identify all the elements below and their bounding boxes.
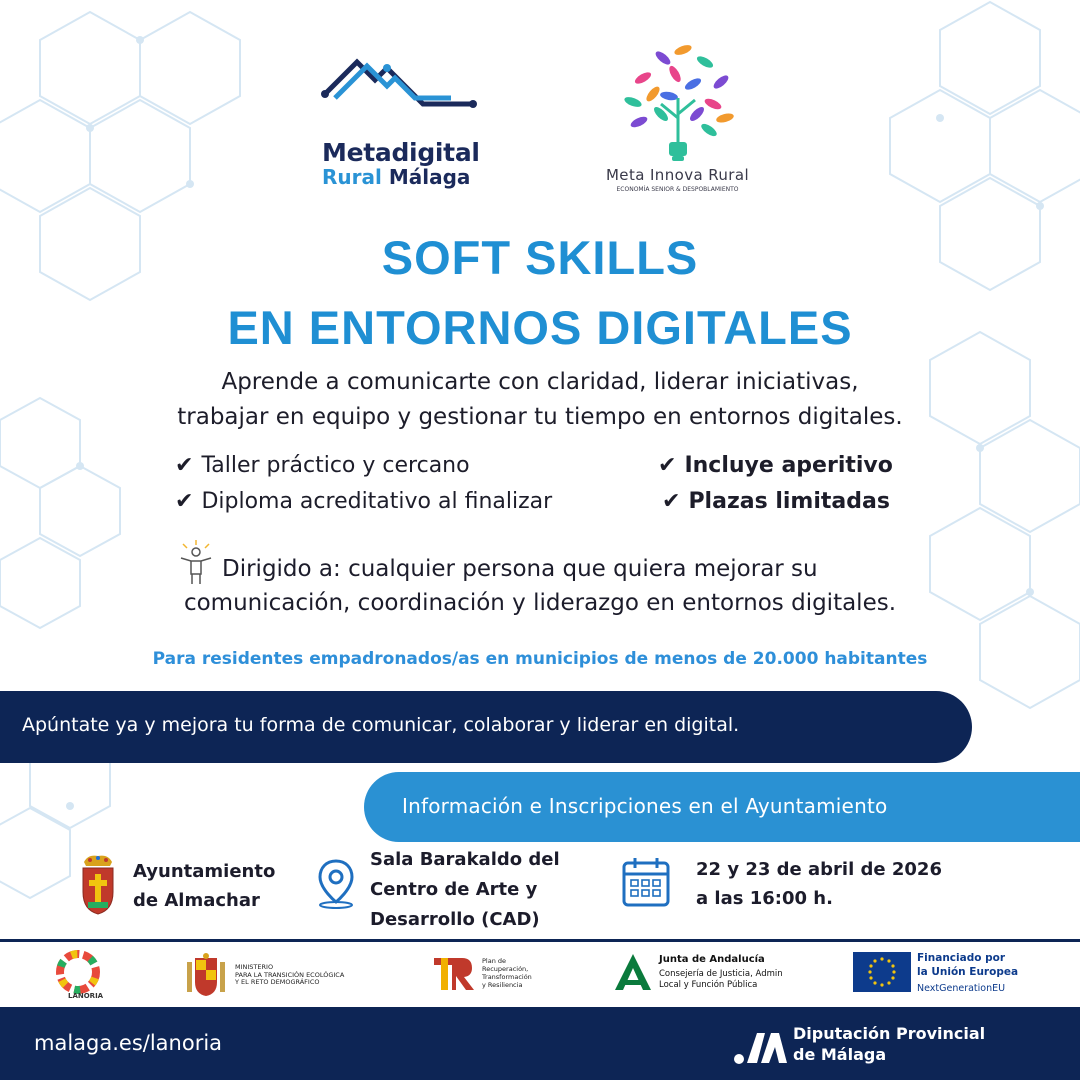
junta-department <box>659 969 783 991</box>
eu-text-line1: Financiado por <box>917 952 1006 964</box>
feature-item <box>662 489 890 514</box>
date-line2: a las 16:00 h. <box>696 888 833 909</box>
prtr-line: Plan de <box>482 957 507 965</box>
location-line3: Desarrollo (CAD) <box>370 909 540 930</box>
footer-url-link[interactable]: malaga.es/lanoria <box>34 1031 223 1055</box>
eu-flag-icon <box>853 952 911 992</box>
eu-funding-logo <box>853 952 1033 998</box>
metadigital-logo <box>310 50 485 195</box>
junta-andalucia-icon <box>613 952 653 992</box>
junta-name: Junta de Andalucía <box>659 954 765 965</box>
prtr-line: Recuperación, <box>482 965 529 973</box>
feature-item <box>175 453 470 478</box>
metadigital-malaga-text: Málaga <box>388 165 471 189</box>
prtr-text <box>482 957 532 989</box>
ministerio-logo <box>183 952 373 998</box>
checkmark-icon: ✔ <box>662 489 681 514</box>
meta-innova-rural-logo <box>585 38 770 200</box>
feature-label: Plazas limitadas <box>688 489 890 514</box>
intro-line2: trabajar en equipo y gestionar tu tiempo en entornos digitales. <box>177 404 903 430</box>
metadigital-rural-text: Rural <box>322 165 382 189</box>
feature-label: Diploma acreditativo al finalizar <box>201 489 553 514</box>
ministerio-line: MINISTERIO <box>235 963 274 971</box>
info-banner <box>364 772 1080 842</box>
ministerio-text <box>235 964 344 987</box>
page-title-line2: EN ENTORNOS DIGITALES <box>227 301 853 354</box>
feature-item <box>175 489 552 514</box>
cta-banner <box>0 691 972 763</box>
residents-note: Para residentes empadronados/as en municipios de menos de 20.000 habitantes <box>152 649 928 669</box>
target-audience-line2: comunicación, coordinación y liderazgo en entornos digitales. <box>183 590 897 616</box>
ministerio-line: PARA LA TRANSICIÓN ECOLÓGICA <box>235 970 345 979</box>
eu-text-line2: la Unión Europea <box>917 966 1019 978</box>
cta-text: Apúntate ya y mejora tu forma de comunicar, colaborar y liderar en digital. <box>22 714 740 736</box>
target-audience-line1: Dirigido a: cualquier persona que quiera mejorar su <box>222 556 818 582</box>
junta-dep-line: Local y Función Pública <box>659 980 758 990</box>
person-icon <box>175 540 217 586</box>
location-pin-icon <box>315 858 357 910</box>
feature-label: Taller práctico y cercano <box>201 453 470 478</box>
tree-lightbulb-icon <box>613 38 743 163</box>
metadigital-brand-line1: Metadigital <box>322 138 480 167</box>
checkmark-icon: ✔ <box>175 489 194 514</box>
ayuntamiento-line1: Ayuntamiento <box>133 861 276 882</box>
checkmark-icon: ✔ <box>658 453 677 478</box>
prtr-icon <box>432 952 476 994</box>
prtr-line: Transformación <box>482 973 532 981</box>
info-text: Información e Inscripciones en el Ayuntamiento <box>402 794 888 818</box>
page-title-line1: SOFT SKILLS <box>381 231 699 284</box>
meta-innova-title: Meta Innova Rural <box>605 166 750 184</box>
coat-of-arms-icon <box>78 852 118 916</box>
meta-innova-subtitle: ECONOMÍA SENIOR & DESPOBLAMIENTO <box>616 186 739 193</box>
diputacion-logo-icon <box>733 1027 793 1067</box>
intro-line1: Aprende a comunicarte con claridad, liderar iniciativas, <box>221 369 859 395</box>
prtr-logo <box>432 952 552 998</box>
lanoria-wheel-icon <box>52 950 104 994</box>
diputacion-line1: Diputación Provincial <box>793 1024 986 1043</box>
metadigital-mountain-icon <box>315 50 480 130</box>
junta-andalucia-logo <box>613 952 793 998</box>
divider <box>0 939 1080 942</box>
feature-label: Incluye aperitivo <box>684 453 893 478</box>
checkmark-icon: ✔ <box>175 453 194 478</box>
calendar-icon <box>621 855 671 909</box>
ayuntamiento-line2: de Almachar <box>133 890 260 911</box>
diputacion-line2: de Málaga <box>793 1045 887 1064</box>
spain-coat-of-arms-icon <box>183 952 229 998</box>
lanoria-logo <box>52 950 104 1002</box>
metadigital-brand-line2 <box>322 165 470 189</box>
ministerio-line: Y EL RETO DEMOGRÁFICO <box>235 978 320 986</box>
date-line1: 22 y 23 de abril de 2026 <box>696 859 942 880</box>
prtr-line: y Resiliencia <box>482 981 523 989</box>
location-line1: Sala Barakaldo del <box>370 849 560 870</box>
eu-text-line3: NextGenerationEU <box>917 983 1006 994</box>
location-line2: Centro de Arte y <box>370 879 538 900</box>
junta-dep-line: Consejería de Justicia, Admin <box>659 969 783 979</box>
feature-item <box>658 453 893 478</box>
lanoria-label: LANORIA <box>68 992 104 1000</box>
footer <box>0 1007 1080 1080</box>
